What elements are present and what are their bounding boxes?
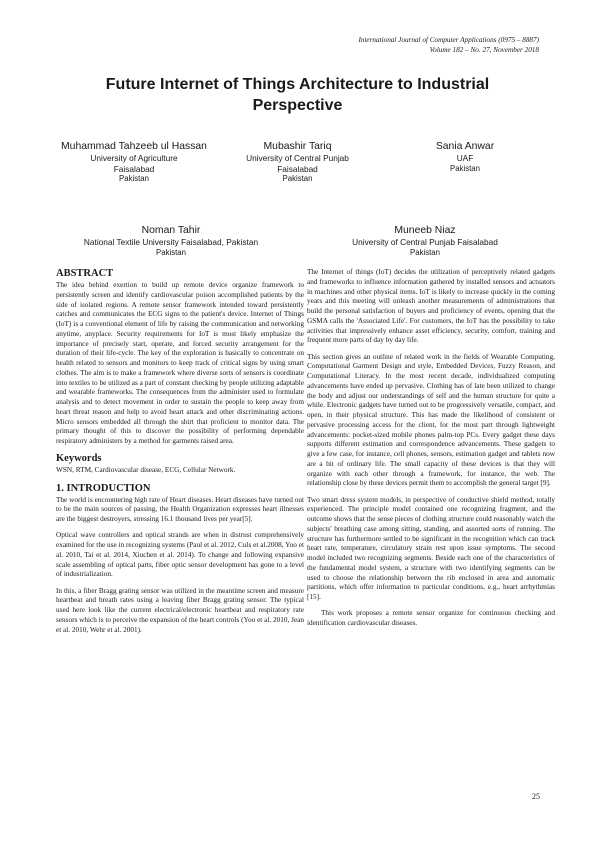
introduction-heading: 1. INTRODUCTION (56, 482, 151, 494)
author-name: Noman Tahir (141, 225, 201, 236)
author-affiliation: University of Agriculture Faisalabad (90, 153, 178, 174)
page-number: 25 (532, 792, 540, 801)
keywords-text: WSN, RTM, Cardiovascular disease, ECG, Cellular Network. (56, 466, 236, 475)
abstract-text: The idea behind exertion to build up remote device organize framework to persistently screen and identify cardiovascular poison accomplished patients by the side of isolated regions. A remote sensor framework intended toward persistently catches and communicates the ECG signs to the patient's device. Internet of Things (IoT) is a conventional element of life by raising the communication and networking anytime, anyplace. Security requirements for IoT is most likely emphasize the importance of precisely start, operate, and forced security arrangement for the duration of their life-cycle. The key of the exploration is basically to concentrate on health related to sensors and monitors to keep track of critical signs by using smart clothes. The aim is to make a framework where diverse sorts of sensors is coordinate into textiles to be utilized as a part of constant checking by people utilizing adaptable and wearable frameworks. The consequences from the administer used to formulate analysis and to detect movement in order to sustain the people to keep away from heart threat reason and help to avoid heart attack and other discriminating actions. Micro sensors embedded all through the shirt that proficient to monitor data. The primary thought of this to discover the possibility of performing dependable respiratory administers by a method for garments raised area. (56, 281, 304, 445)
paper-title: Future Internet of Things Architecture to Industrial Perspective (105, 76, 490, 114)
author-affiliation: University of Central Punjab Faisalabad (246, 153, 349, 174)
intro-paragraph-6: Two smart dress system models, in perspective of conductive shield method, totally experienced. The principle model contained one recognizing fragment, and the outcome shows that the sense pieces of clothing structure could reasonably watch the subjects' breathing case among sitting, standing, and assorted sorts of running. The structure has furthermore settled to be significant in the recognition which can track heart rate, temperature, circulatory strain rest upon issue symptoms. The second model included two recognizing segments. Beside each one of the characteristics of the fundamental model system, a structure with two identifying segments can be used to choose the relationship between the rib enclosed in area and automatic partitions, which offer information to particular conditions, e.g., heart arrhythmias [15]. (307, 495, 555, 601)
intro-paragraph-3: In this, a fiber Bragg grating sensor was utilized in the meantime screen and measure heartbeat and breath rates using a leaving fiber Bragg grating sensor. The typical used here look like the current electrical/electronic heartbeat and respiratory rate sensors which is to perceive the expansion of the heart controls (Yoo et al. 2010, Jean et al. 2010, Wehr et al. 2001). (56, 586, 304, 634)
keywords-heading: Keywords (56, 453, 102, 465)
author-name: Mubashir Tariq (263, 141, 332, 152)
author-name: Muhammad Tahzeeb ul Hassan (61, 141, 207, 152)
author-country: Pakistan (156, 247, 186, 257)
author-block-3 (395, 141, 535, 174)
right-column (307, 268, 555, 635)
author-country: Pakistan (450, 163, 480, 173)
intro-paragraph-4: The Internet of things (IoT) decides the utilization of perceptively related gadgets and frameworks to influence information gathered by installed sensors and actuators in machines and other physical items. IoT is likely to increase quickly in the coming years and this meeting will unleash another measurements of administrations that build the personal satisfaction of buyers and proficiency of events, opening that the GSMA calls the 'Associated Life'. For customers, the IoT has the possibility to take activities that impressively enhance asset efficiency, security, comfort, training and frequent more parts of day by day life. (307, 268, 555, 345)
author-country: Pakistan (410, 247, 440, 257)
author-affiliation: University of Central Punjab Faisalabad (352, 237, 498, 247)
intro-paragraph-5: This section gives an outline of related work in the fields of Wearable Computing, Computational Garment Design and style, Embedded Devices, Fuzzy Reason, and Computational Literacy. In the most recent decade, individualized computing advancements have ended up pervasive. Clothing has of late been utilized to change the body and adjust our understandings of self and the human structure for quite a while. Electronic gadgets have turned out to be progressively versatile, compact, and open, in their physical structure. This has made the likelihood of consistent or pervasive processing access for the client, for the most part through lightweight advancements: pocket-sized mobile phones palm-top PCs. Every gadget these days supports different estimation and correspondence advancements. These gadgets to give a few case, for instance, cell phones, sensors, estimation gadget and tablets now are a bit of ordinary life. The small capacity of these devices is that they will organize with each other through a framework, for instance, the web. The relationship close by these devices permit them to accomplish the general target [9]. (307, 352, 555, 488)
author-name: Muneeb Niaz (394, 225, 456, 236)
left-column (56, 268, 304, 642)
author-block-5 (330, 225, 520, 258)
author-affiliation: National Textile University Faisalabad, Pakistan (83, 237, 259, 247)
author-country: Pakistan (119, 174, 149, 183)
intro-paragraph-7: This work proposes a remote sensor organize for continuous checking and identification cardiovascular diseases. (307, 609, 555, 627)
intro-paragraph-1: The world is encountering high rate of Heart diseases. Heart diseases have turned out to be the main sources of passing, the Health Organization expresses heart illnesses are the biggest destroyers, stressing 16.1 thousand lives per year[5]. (56, 495, 304, 523)
author-block-1 (56, 141, 212, 185)
journal-name: International Journal of Computer Applications (0975 – 8887) (358, 36, 539, 44)
intro-paragraph-2: Optical wave controllers and optical strands are when in distrust comprehensively examined for the use in recognizing systems (Paul et al. 2012, Culs et al.2008, Yoo et al. 2010, Tai et al. 2014, Xiuchen et al. 2014). To change and following expansive scale assembling of optical parts, fiber optic sensor development has gone to a level of industrialization. (56, 531, 304, 579)
journal-header (239, 36, 539, 55)
author-block-4 (56, 225, 286, 258)
author-country: Pakistan (282, 174, 313, 183)
author-name: Sania Anwar (435, 141, 495, 152)
journal-volume: Volume 182 – No. 27, November 2018 (429, 45, 539, 54)
author-block-2 (225, 141, 370, 185)
abstract-heading: ABSTRACT (56, 268, 114, 279)
author-affiliation: UAF (456, 153, 474, 163)
